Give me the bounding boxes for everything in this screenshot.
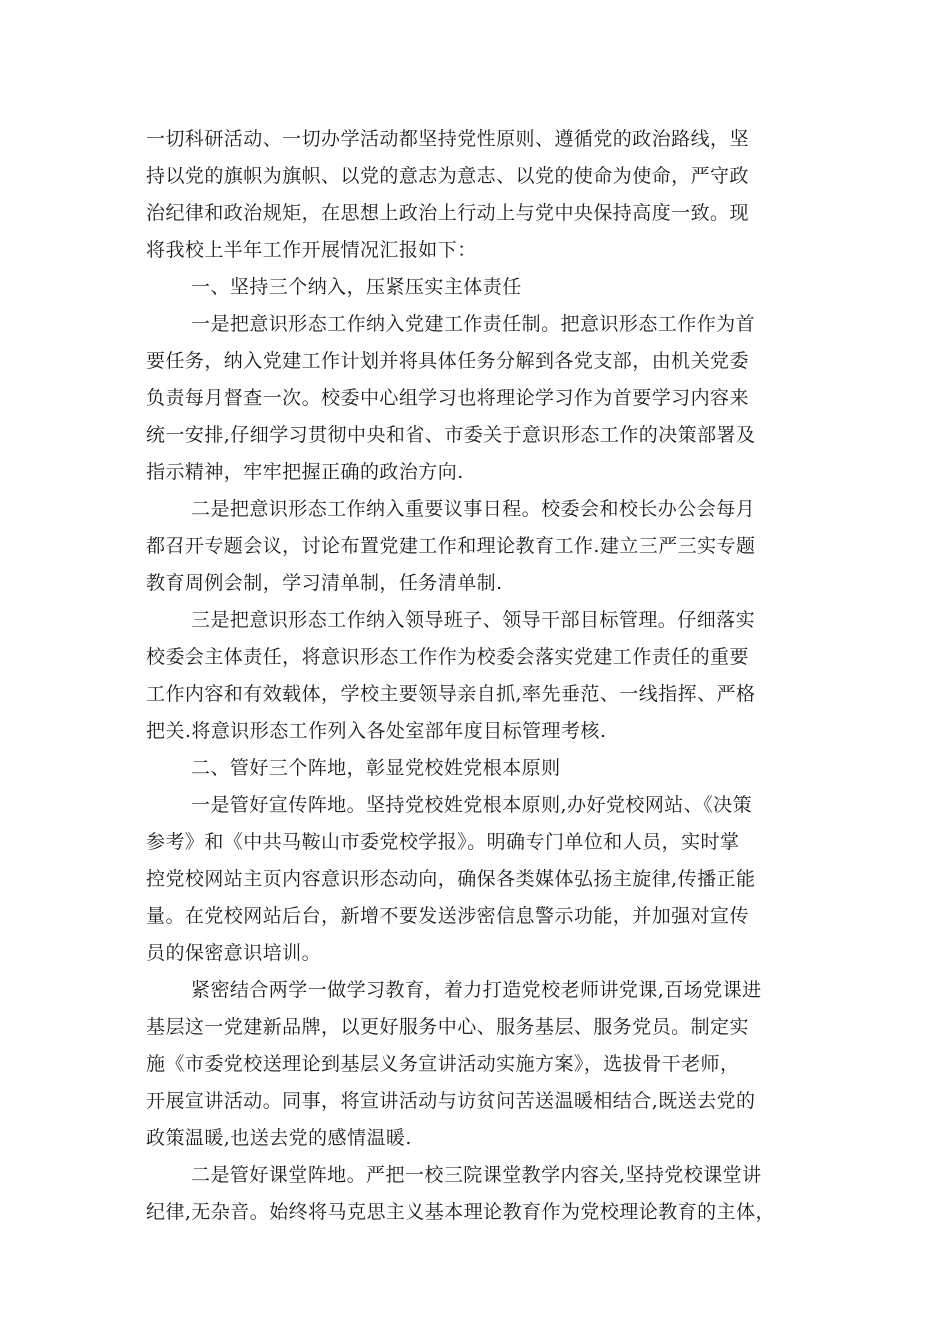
text-line: 把关.将意识形态工作列入各处室部年度目标管理考核.	[146, 720, 607, 742]
paragraph-first-line: 二是把意识形态工作纳入重要议事日程。校委会和校长办公会每月	[191, 498, 756, 520]
text-line: 工作内容和有效载体，学校主要领导亲自抓,率先垂范、一线指挥、严格	[146, 683, 756, 705]
text-line: 控党校网站主页内容意识形态动向，确保各类媒体弘扬主旋律,传播正能	[146, 868, 756, 890]
text-line: 量。在党校网站后台，新增不要发送涉密信息警示功能，并加强对宣传	[146, 905, 749, 927]
paragraph-first-line: 二是管好课堂阵地。严把一校三院课堂教学内容关,坚持党校课堂讲	[191, 1164, 762, 1186]
section-heading: 二、管好三个阵地，彰显党校姓党根本原则	[191, 757, 561, 779]
paragraph-first-line: 一是把意识形态工作纳入党建工作责任制。把意识形态工作作为首	[191, 313, 756, 335]
paragraph-first-line: 三是把意识形态工作纳入领导班子、领导干部目标管理。仔细落实	[191, 609, 756, 631]
text-line: 施《市委党校送理论到基层义务宣讲活动实施方案》，选拔骨干老师，	[146, 1053, 740, 1075]
paragraph-first-line: 紧密结合两学一做学习教育，着力打造党校老师讲党课,百场党课进	[191, 979, 762, 1001]
text-line: 政策温暖,也送去党的感情温暖.	[146, 1127, 412, 1149]
text-line: 开展宣讲活动。同事，将宣讲活动与访贫问苦送温暖相结合,既送去党的	[146, 1090, 756, 1112]
text-line: 纪律,无杂音。始终将马克思主义基本理论教育作为党校理论教育的主体，	[146, 1201, 775, 1223]
text-line: 一切科研活动、一切办学活动都坚持党性原则、遵循党的政治路线，坚	[146, 128, 749, 150]
text-line: 校委会主体责任，将意识形态工作作为校委会落实党建工作责任的重要	[146, 646, 749, 668]
text-line: 教育周例会制，学习清单制，任务清单制.	[146, 572, 503, 594]
text-line: 负责每月督查一次。校委中心组学习也将理论学习作为首要学习内容来	[146, 387, 749, 409]
text-line: 员的保密意识培训。	[146, 942, 322, 964]
text-line: 治纪律和政治规矩，在思想上政治上行动上与党中央保持高度一致。现	[146, 202, 749, 224]
paragraph-first-line: 一是管好宣传阵地。坚持党校姓党根本原则,办好党校网站、《决策	[191, 794, 753, 816]
text-line: 统一安排,仔细学习贯彻中央和省、市委关于意识形态工作的决策部署及	[146, 424, 756, 446]
text-line: 参考》和《中共马鞍山市委党校学报》。明确专门单位和人员，实时掌	[146, 831, 740, 853]
text-line: 都召开专题会议，讨论布置党建工作和理论教育工作.建立三严三实专题	[146, 535, 756, 557]
text-line: 要任务，纳入党建工作计划并将具体任务分解到各党支部，由机关党委	[146, 350, 749, 372]
section-heading: 一、坚持三个纳入，压紧压实主体责任	[191, 276, 522, 298]
text-line: 将我校上半年工作开展情况汇报如下：	[146, 239, 477, 261]
text-line: 基层这一党建新品牌，以更好服务中心、服务基层、服务党员。制定实	[146, 1016, 749, 1038]
text-line: 指示精神，牢牢把握正确的政治方向.	[146, 461, 464, 483]
text-line: 持以党的旗帜为旗帜、以党的意志为意志、以党的使命为使命，严守政	[146, 165, 749, 187]
